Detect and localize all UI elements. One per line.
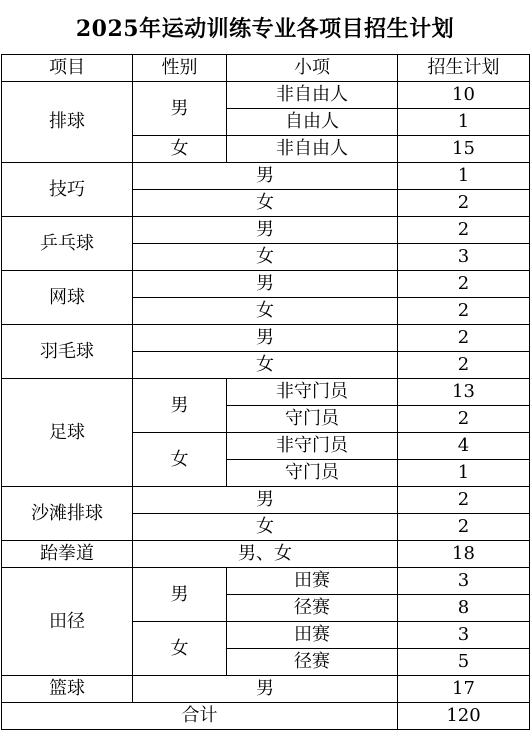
sub-cell: 非守门员 — [227, 379, 398, 406]
sub-cell: 非守门员 — [227, 433, 398, 460]
plan-cell: 2 — [398, 487, 530, 514]
page-title: 2025年运动训练专业各项目招生计划 — [75, 15, 455, 42]
gender-cell: 男 — [133, 487, 398, 514]
project-cell: 沙滩排球 — [2, 487, 133, 541]
gender-cell: 男 — [133, 568, 227, 622]
header-gender: 性别 — [133, 55, 227, 82]
table-row — [2, 568, 530, 595]
plan-cell: 2 — [398, 190, 530, 217]
table-row — [2, 271, 530, 298]
plan-cell: 2 — [398, 271, 530, 298]
header-plan: 招生计划 — [398, 55, 530, 82]
table-row — [2, 82, 530, 109]
gender-cell: 男 — [133, 325, 398, 352]
sub-cell: 守门员 — [227, 406, 398, 433]
gender-cell: 男 — [133, 271, 398, 298]
header-project: 项目 — [2, 55, 133, 82]
gender-cell: 女 — [133, 298, 398, 325]
gender-cell: 女 — [133, 622, 227, 676]
header-sub: 小项 — [227, 55, 398, 82]
gender-cell: 女 — [133, 190, 398, 217]
project-cell: 羽毛球 — [2, 325, 133, 379]
plan-cell: 5 — [398, 649, 530, 676]
plan-cell: 1 — [398, 460, 530, 487]
plan-cell: 2 — [398, 298, 530, 325]
plan-cell: 2 — [398, 406, 530, 433]
sub-cell: 径赛 — [227, 595, 398, 622]
gender-cell: 男 — [133, 217, 398, 244]
plan-cell: 13 — [398, 379, 530, 406]
project-cell: 技巧 — [2, 163, 133, 217]
project-cell: 排球 — [2, 82, 133, 163]
table-row — [2, 487, 530, 514]
plan-cell: 18 — [398, 541, 530, 568]
gender-cell: 男 — [133, 676, 398, 703]
plan-cell: 10 — [398, 82, 530, 109]
plan-cell: 2 — [398, 514, 530, 541]
sub-cell: 守门员 — [227, 460, 398, 487]
table-header-row — [2, 55, 530, 82]
plan-cell: 3 — [398, 568, 530, 595]
plan-cell: 1 — [398, 163, 530, 190]
sub-cell: 自由人 — [227, 109, 398, 136]
gender-cell: 男 — [133, 379, 227, 433]
plan-cell: 1 — [398, 109, 530, 136]
gender-cell: 女 — [133, 352, 398, 379]
table-row — [2, 676, 530, 703]
gender-cell: 男 — [133, 163, 398, 190]
project-cell: 田径 — [2, 568, 133, 676]
sub-cell: 非自由人 — [227, 82, 398, 109]
table-row — [2, 541, 530, 568]
project-cell: 跆拳道 — [2, 541, 133, 568]
sub-cell: 非自由人 — [227, 136, 398, 163]
sub-cell: 径赛 — [227, 649, 398, 676]
sub-cell: 田赛 — [227, 622, 398, 649]
plan-cell: 2 — [398, 352, 530, 379]
project-cell: 网球 — [2, 271, 133, 325]
table-row — [2, 163, 530, 190]
project-cell: 足球 — [2, 379, 133, 487]
gender-cell: 女 — [133, 433, 227, 487]
total-value: 120 — [398, 703, 530, 730]
gender-cell: 女 — [133, 136, 227, 163]
table-row — [2, 379, 530, 406]
sub-cell: 田赛 — [227, 568, 398, 595]
gender-cell: 女 — [133, 514, 398, 541]
enrollment-plan-table — [1, 54, 530, 730]
plan-cell: 8 — [398, 595, 530, 622]
plan-cell: 15 — [398, 136, 530, 163]
project-cell: 乒乓球 — [2, 217, 133, 271]
total-row — [2, 703, 530, 730]
project-cell: 篮球 — [2, 676, 133, 703]
plan-cell: 2 — [398, 217, 530, 244]
plan-cell: 3 — [398, 244, 530, 271]
gender-cell: 女 — [133, 244, 398, 271]
table-row — [2, 325, 530, 352]
plan-cell: 3 — [398, 622, 530, 649]
gender-cell: 男、女 — [133, 541, 398, 568]
gender-cell: 男 — [133, 82, 227, 136]
plan-cell: 4 — [398, 433, 530, 460]
total-label: 合计 — [2, 703, 398, 730]
table-row — [2, 217, 530, 244]
plan-cell: 17 — [398, 676, 530, 703]
plan-cell: 2 — [398, 325, 530, 352]
